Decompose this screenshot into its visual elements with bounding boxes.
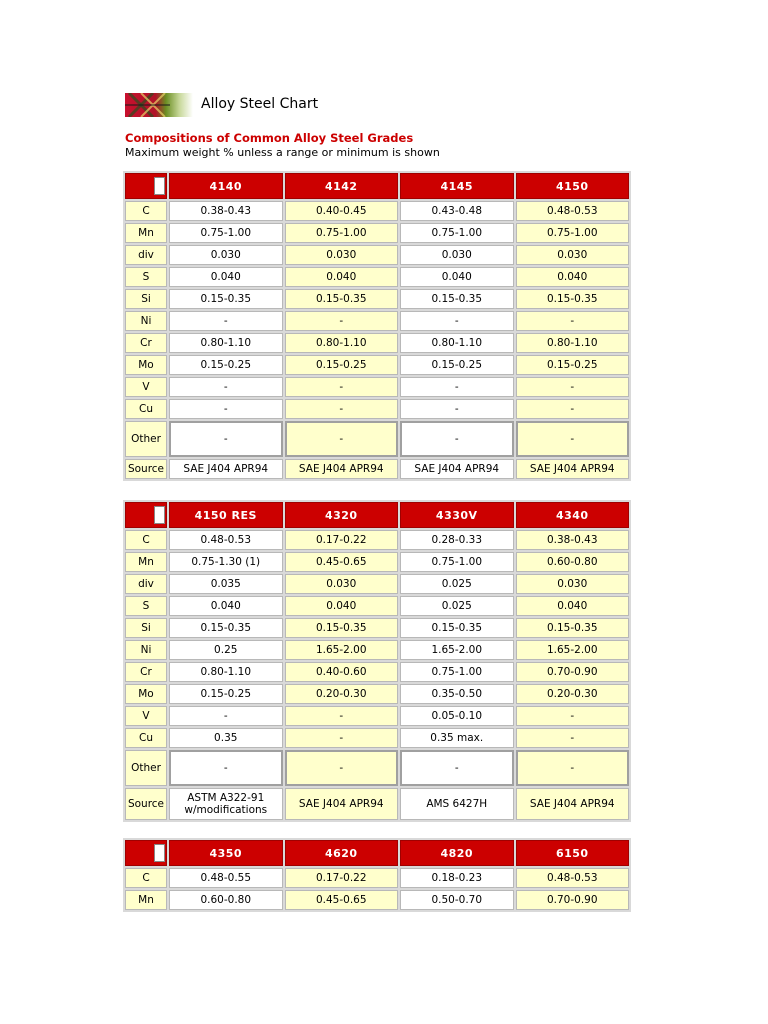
element-label: C (125, 201, 167, 221)
table-row (125, 267, 629, 287)
composition-cell: 0.040 (169, 596, 283, 616)
table-row (125, 706, 629, 726)
composition-cell: 0.48-0.53 (516, 201, 630, 221)
composition-cell: 0.38-0.43 (516, 530, 630, 550)
element-label: Ni (125, 311, 167, 331)
composition-cell: - (285, 706, 399, 726)
composition-cell: SAE J404 APR94 (516, 459, 630, 479)
alloy-table-1 (123, 171, 631, 481)
composition-cell: 0.15-0.35 (516, 618, 630, 638)
composition-cell: 0.20-0.30 (285, 684, 399, 704)
composition-cell: 0.28-0.33 (400, 530, 514, 550)
composition-cell: 0.45-0.65 (285, 552, 399, 572)
composition-cell: SAE J404 APR94 (400, 459, 514, 479)
grade-header: 4340 (516, 502, 630, 528)
table-row (125, 684, 629, 704)
composition-cell: 0.040 (516, 596, 630, 616)
composition-cell: - (285, 311, 399, 331)
composition-cell: 1.65-2.00 (516, 640, 630, 660)
table-row (125, 596, 629, 616)
element-label: Si (125, 618, 167, 638)
composition-cell: 0.05-0.10 (400, 706, 514, 726)
composition-cell: - (516, 399, 630, 419)
composition-cell: 0.50-0.70 (400, 890, 514, 910)
grade-header: 6150 (516, 840, 630, 866)
element-label: div (125, 245, 167, 265)
table-row (125, 890, 629, 910)
composition-cell: - (285, 728, 399, 748)
element-label: Other (125, 421, 167, 457)
corner-box-icon (154, 177, 165, 195)
element-label: Source (125, 459, 167, 479)
element-label: Mo (125, 355, 167, 375)
composition-cell: 0.15-0.35 (516, 289, 630, 309)
composition-cell: 0.60-0.80 (516, 552, 630, 572)
table-row (125, 618, 629, 638)
composition-cell: 0.040 (169, 267, 283, 287)
table-header-row (125, 502, 629, 528)
table-row (125, 530, 629, 550)
composition-cell: 0.15-0.25 (400, 355, 514, 375)
composition-cell: - (400, 421, 514, 457)
composition-cell: 0.030 (400, 245, 514, 265)
composition-cell: 0.15-0.35 (169, 618, 283, 638)
composition-cell: 0.40-0.45 (285, 201, 399, 221)
grade-header: 4142 (285, 173, 399, 199)
composition-cell: 1.65-2.00 (400, 640, 514, 660)
table-row (125, 788, 629, 820)
composition-cell: 0.030 (516, 574, 630, 594)
element-label: S (125, 267, 167, 287)
composition-cell: 0.35-0.50 (400, 684, 514, 704)
element-label: C (125, 868, 167, 888)
element-label: Source (125, 788, 167, 820)
composition-cell: 0.030 (169, 245, 283, 265)
composition-cell: SAE J404 APR94 (285, 788, 399, 820)
grade-header: 4150 RES (169, 502, 283, 528)
table-row (125, 333, 629, 353)
composition-cell: 0.35 max. (400, 728, 514, 748)
composition-cell: - (516, 311, 630, 331)
composition-cell: 0.48-0.53 (516, 868, 630, 888)
composition-cell: 0.15-0.25 (516, 355, 630, 375)
table-row (125, 377, 629, 397)
table-row (125, 662, 629, 682)
composition-cell: 0.48-0.53 (169, 530, 283, 550)
table-row (125, 640, 629, 660)
header-corner (125, 502, 167, 528)
table-row (125, 421, 629, 457)
composition-cell: 0.80-1.10 (169, 662, 283, 682)
header-corner (125, 840, 167, 866)
composition-cell: - (285, 399, 399, 419)
composition-cell: 0.17-0.22 (285, 868, 399, 888)
composition-cell: 0.80-1.10 (516, 333, 630, 353)
element-label: Cr (125, 662, 167, 682)
table-row (125, 223, 629, 243)
grade-header: 4620 (285, 840, 399, 866)
element-label: Mn (125, 552, 167, 572)
element-label: Cu (125, 728, 167, 748)
composition-cell: - (285, 750, 399, 786)
element-label: div (125, 574, 167, 594)
composition-cell: 0.17-0.22 (285, 530, 399, 550)
composition-cell: 0.48-0.55 (169, 868, 283, 888)
table-row (125, 750, 629, 786)
composition-cell: - (169, 311, 283, 331)
composition-cell: 0.75-1.00 (516, 223, 630, 243)
composition-cell: 0.35 (169, 728, 283, 748)
composition-cell: 0.040 (400, 267, 514, 287)
composition-cell: 0.025 (400, 596, 514, 616)
grade-header: 4330V (400, 502, 514, 528)
composition-cell: 0.75-1.00 (285, 223, 399, 243)
grade-header: 4145 (400, 173, 514, 199)
element-label: Cr (125, 333, 167, 353)
table-row (125, 728, 629, 748)
element-label: V (125, 377, 167, 397)
table-header-row (125, 173, 629, 199)
element-label: Mo (125, 684, 167, 704)
composition-cell: 0.15-0.35 (169, 289, 283, 309)
alloy-table-3 (123, 838, 631, 912)
composition-cell: AMS 6427H (400, 788, 514, 820)
corner-box-icon (154, 506, 165, 524)
element-label: V (125, 706, 167, 726)
composition-cell: 0.45-0.65 (285, 890, 399, 910)
composition-cell: 0.15-0.25 (169, 684, 283, 704)
element-label: C (125, 530, 167, 550)
composition-cell: 0.80-1.10 (285, 333, 399, 353)
composition-cell: 0.20-0.30 (516, 684, 630, 704)
table-row (125, 399, 629, 419)
grade-header: 4150 (516, 173, 630, 199)
composition-cell: - (400, 311, 514, 331)
composition-cell: 0.75-1.00 (400, 552, 514, 572)
element-label: Other (125, 750, 167, 786)
composition-cell: - (516, 377, 630, 397)
composition-cell: - (169, 377, 283, 397)
composition-cell: - (516, 750, 630, 786)
composition-cell: - (285, 377, 399, 397)
composition-cell: 0.70-0.90 (516, 662, 630, 682)
composition-cell: 0.18-0.23 (400, 868, 514, 888)
composition-cell: SAE J404 APR94 (285, 459, 399, 479)
table-row (125, 868, 629, 888)
corner-box-icon (154, 844, 165, 862)
composition-cell: 0.15-0.35 (400, 289, 514, 309)
composition-cell: ASTM A322-91 w/modifications (169, 788, 283, 820)
composition-cell: 0.15-0.35 (400, 618, 514, 638)
composition-cell: 0.75-1.30 (1) (169, 552, 283, 572)
composition-cell: - (400, 750, 514, 786)
composition-cell: 0.25 (169, 640, 283, 660)
page-title: Alloy Steel Chart (201, 96, 319, 112)
composition-cell: 0.75-1.00 (169, 223, 283, 243)
alloy-table-2 (123, 500, 631, 822)
composition-cell: 0.030 (285, 245, 399, 265)
section-note: Maximum weight % unless a range or minimum is shown (125, 146, 440, 159)
element-label: Ni (125, 640, 167, 660)
composition-cell: 0.040 (285, 267, 399, 287)
composition-cell: - (169, 421, 283, 457)
header-corner (125, 173, 167, 199)
section-subtitle: Compositions of Common Alloy Steel Grades (125, 131, 414, 145)
composition-cell: - (516, 421, 630, 457)
composition-cell: 0.40-0.60 (285, 662, 399, 682)
composition-cell: 0.040 (516, 267, 630, 287)
composition-cell: 0.15-0.35 (285, 289, 399, 309)
element-label: Si (125, 289, 167, 309)
table-row (125, 289, 629, 309)
plaid-logo-icon (125, 93, 193, 117)
composition-cell: - (516, 706, 630, 726)
composition-cell: 0.43-0.48 (400, 201, 514, 221)
composition-cell: SAE J404 APR94 (516, 788, 630, 820)
table-row (125, 245, 629, 265)
table-row (125, 201, 629, 221)
composition-cell: - (169, 750, 283, 786)
table-row (125, 459, 629, 479)
grade-header: 4820 (400, 840, 514, 866)
composition-cell: 0.025 (400, 574, 514, 594)
grade-header: 4140 (169, 173, 283, 199)
composition-cell: 0.70-0.90 (516, 890, 630, 910)
element-label: Mn (125, 223, 167, 243)
composition-cell: 0.60-0.80 (169, 890, 283, 910)
table-row (125, 355, 629, 375)
composition-cell: 0.035 (169, 574, 283, 594)
composition-cell: SAE J404 APR94 (169, 459, 283, 479)
composition-cell: 0.38-0.43 (169, 201, 283, 221)
composition-cell: - (400, 399, 514, 419)
composition-cell: - (516, 728, 630, 748)
composition-cell: 0.030 (285, 574, 399, 594)
composition-cell: 1.65-2.00 (285, 640, 399, 660)
composition-cell: 0.030 (516, 245, 630, 265)
table-row (125, 552, 629, 572)
composition-cell: 0.75-1.00 (400, 223, 514, 243)
composition-cell: 0.80-1.10 (400, 333, 514, 353)
composition-cell: - (169, 399, 283, 419)
element-label: S (125, 596, 167, 616)
composition-cell: 0.15-0.25 (285, 355, 399, 375)
table-row (125, 574, 629, 594)
table-header-row (125, 840, 629, 866)
composition-cell: - (400, 377, 514, 397)
composition-cell: 0.75-1.00 (400, 662, 514, 682)
composition-cell: - (285, 421, 399, 457)
composition-cell: 0.80-1.10 (169, 333, 283, 353)
composition-cell: 0.15-0.35 (285, 618, 399, 638)
grade-header: 4320 (285, 502, 399, 528)
composition-cell: - (169, 706, 283, 726)
element-label: Cu (125, 399, 167, 419)
grade-header: 4350 (169, 840, 283, 866)
composition-cell: 0.15-0.25 (169, 355, 283, 375)
element-label: Mn (125, 890, 167, 910)
composition-cell: 0.040 (285, 596, 399, 616)
table-row (125, 311, 629, 331)
